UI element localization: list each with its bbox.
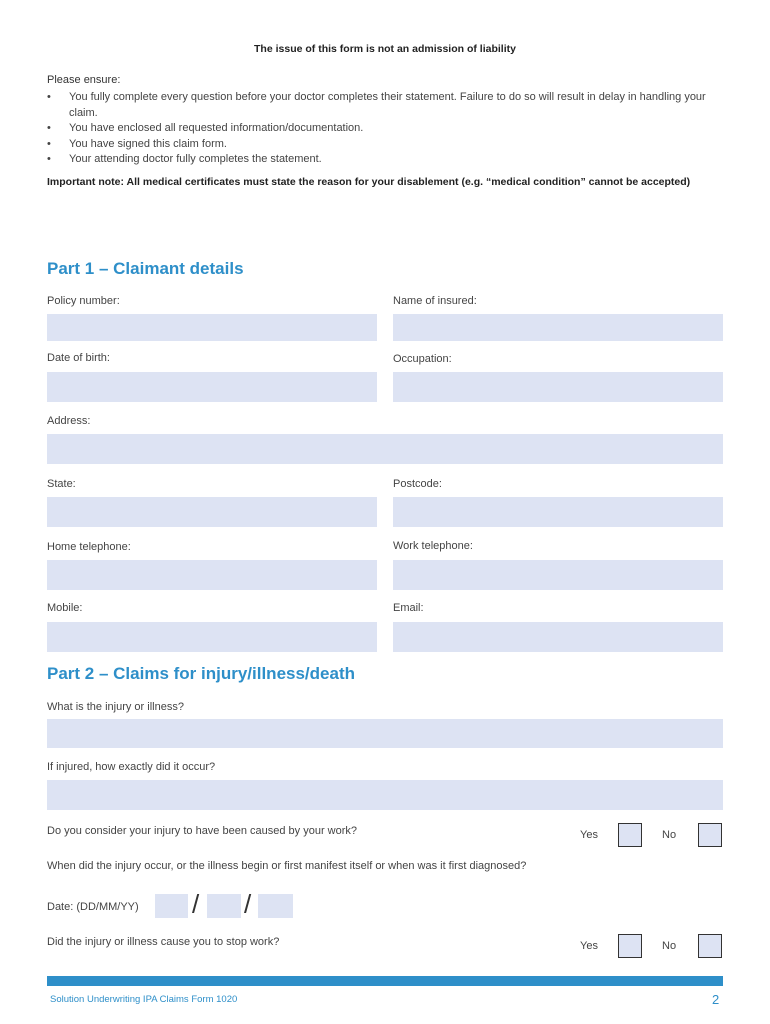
injury-input[interactable] bbox=[47, 719, 723, 748]
ensure-item: • You have enclosed all requested information/documentation. bbox=[47, 121, 727, 137]
injury-question-label: What is the injury or illness? bbox=[47, 701, 184, 713]
date-separator: / bbox=[244, 889, 252, 919]
name-of-insured-label: Name of insured: bbox=[393, 295, 477, 307]
work-caused-no-label: No bbox=[662, 829, 677, 841]
work-caused-yes-label: Yes bbox=[580, 829, 598, 841]
occupation-input[interactable] bbox=[393, 372, 723, 402]
work-telephone-label: Work telephone: bbox=[393, 540, 473, 552]
how-occurred-input[interactable] bbox=[47, 780, 723, 810]
mobile-input[interactable] bbox=[47, 622, 377, 652]
policy-number-label: Policy number: bbox=[47, 295, 120, 307]
when-occurred-question: When did the injury occur, or the illness begin or first manifest itself or when was it first diagnosed? bbox=[47, 860, 527, 872]
name-of-insured-input[interactable] bbox=[393, 314, 723, 341]
ensure-item: • You have signed this claim form. bbox=[47, 137, 727, 153]
email-input[interactable] bbox=[393, 622, 723, 652]
date-of-birth-input[interactable] bbox=[47, 372, 377, 402]
ensure-title: Please ensure: bbox=[47, 74, 121, 86]
work-caused-question: Do you consider your injury to have been caused by your work? bbox=[47, 825, 358, 837]
postcode-input[interactable] bbox=[393, 497, 723, 527]
date-year-input[interactable] bbox=[258, 894, 293, 918]
postcode-label: Postcode: bbox=[393, 478, 442, 490]
policy-number-input[interactable] bbox=[47, 314, 377, 341]
address-label: Address: bbox=[47, 415, 91, 427]
address-input[interactable] bbox=[47, 434, 723, 464]
home-telephone-label: Home telephone: bbox=[47, 541, 131, 553]
liability-notice: The issue of this form is not an admission of liability bbox=[254, 43, 516, 55]
email-label: Email: bbox=[393, 602, 424, 614]
occupation-label: Occupation: bbox=[393, 353, 452, 365]
date-separator: / bbox=[192, 889, 200, 919]
home-telephone-input[interactable] bbox=[47, 560, 377, 590]
stop-work-no-checkbox[interactable] bbox=[698, 934, 722, 958]
date-of-birth-label: Date of birth: bbox=[47, 352, 110, 364]
how-occurred-label: If injured, how exactly did it occur? bbox=[47, 761, 216, 773]
part1-title: Part 1 – Claimant details bbox=[47, 259, 244, 278]
state-label: State: bbox=[47, 478, 76, 490]
date-label: Date: (DD/MM/YY) bbox=[47, 901, 139, 913]
work-caused-no-checkbox[interactable] bbox=[698, 823, 722, 847]
important-note: Important note: All medical certificates must state the reason for your disablement (e.g. “medical condition” cannot be accepted) bbox=[47, 176, 691, 188]
footer-bar bbox=[47, 976, 723, 986]
date-day-input[interactable] bbox=[155, 894, 188, 918]
stop-work-no-label: No bbox=[662, 940, 677, 952]
ensure-item: • Your attending doctor fully completes the statement. bbox=[47, 152, 727, 168]
work-telephone-input[interactable] bbox=[393, 560, 723, 590]
work-caused-yes-checkbox[interactable] bbox=[618, 823, 642, 847]
date-month-input[interactable] bbox=[207, 894, 241, 918]
ensure-list bbox=[47, 90, 727, 168]
stop-work-yes-checkbox[interactable] bbox=[618, 934, 642, 958]
part2-title: Part 2 – Claims for injury/illness/death bbox=[47, 664, 355, 683]
mobile-label: Mobile: bbox=[47, 602, 83, 614]
stop-work-question: Did the injury or illness cause you to stop work? bbox=[47, 936, 280, 948]
state-input[interactable] bbox=[47, 497, 377, 527]
ensure-item: • You fully complete every question before your doctor completes their statement. Failure to do so will result in delay in handling your claim. bbox=[47, 90, 727, 121]
page-number: 2 bbox=[712, 992, 720, 1007]
footer-form-name: Solution Underwriting IPA Claims Form 1020 bbox=[50, 994, 238, 1005]
stop-work-yes-label: Yes bbox=[580, 940, 598, 952]
